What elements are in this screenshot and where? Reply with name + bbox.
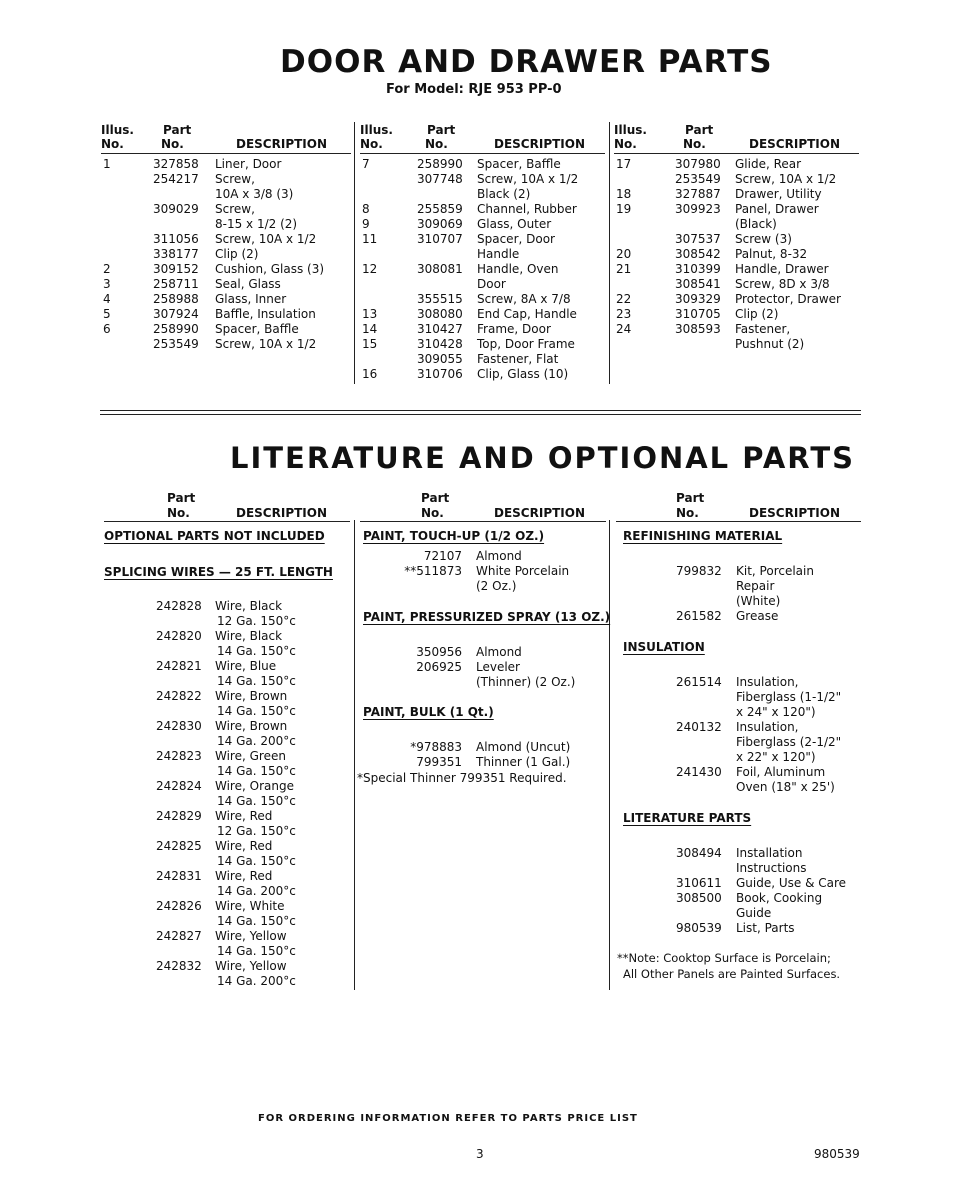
part-description: Almond bbox=[476, 549, 522, 563]
illus-number: 12 bbox=[362, 262, 378, 276]
illus-number: 13 bbox=[362, 307, 378, 321]
part-description: Frame, Door bbox=[477, 322, 551, 336]
part-description: 14 Ga. 150°c bbox=[217, 674, 296, 688]
part-description: Seal, Glass bbox=[215, 277, 281, 291]
part-description: Protector, Drawer bbox=[735, 292, 841, 306]
part-header-no: No. bbox=[425, 137, 448, 151]
part-description: Repair bbox=[736, 579, 775, 593]
part-description: Thinner (1 Gal.) bbox=[476, 755, 571, 769]
part-description: Glass, Outer bbox=[477, 217, 552, 231]
part-number: 258990 bbox=[417, 157, 463, 171]
part-number: 242822 bbox=[156, 689, 202, 703]
illus-header-no: No. bbox=[614, 137, 637, 151]
porcelain-note: **Note: Cooktop Surface is Porcelain; bbox=[617, 951, 831, 965]
part-description: Almond (Uncut) bbox=[476, 740, 571, 754]
description-header: DESCRIPTION bbox=[749, 506, 841, 520]
porcelain-note: All Other Panels are Painted Surfaces. bbox=[623, 967, 841, 981]
part-description: Screw, 10A x 1/2 bbox=[215, 232, 317, 246]
illus-number: 5 bbox=[103, 307, 111, 321]
ordering-note: FOR ORDERING INFORMATION REFER TO PARTS PRICE LIST bbox=[258, 1113, 638, 1124]
part-number: 261514 bbox=[676, 675, 722, 689]
part-header-no: No. bbox=[167, 506, 190, 520]
description-header: DESCRIPTION bbox=[494, 137, 586, 151]
part-header: Part bbox=[685, 123, 714, 137]
part-number: 310399 bbox=[675, 262, 721, 276]
paint-group-heading: PAINT, PRESSURIZED SPRAY (13 OZ.) bbox=[363, 610, 611, 624]
part-number: 240132 bbox=[676, 720, 722, 734]
part-number: 311056 bbox=[153, 232, 199, 246]
part-description: Wire, Brown bbox=[215, 719, 288, 733]
illus-number: 22 bbox=[616, 292, 632, 306]
part-number: 242829 bbox=[156, 809, 202, 823]
part-number: 242830 bbox=[156, 719, 202, 733]
header-rule bbox=[360, 521, 606, 522]
part-number: 308081 bbox=[417, 262, 463, 276]
part-number: 255859 bbox=[417, 202, 463, 216]
illus-number: 1 bbox=[103, 157, 111, 171]
illus-header-no: No. bbox=[101, 137, 124, 151]
illus-number: 19 bbox=[616, 202, 632, 216]
illus-header: Illus. bbox=[360, 123, 393, 137]
part-number: 310611 bbox=[676, 876, 722, 890]
illus-number: 21 bbox=[616, 262, 632, 276]
part-number: 242832 bbox=[156, 959, 202, 973]
part-number: 307924 bbox=[153, 307, 199, 321]
part-description: Screw, 8A x 7/8 bbox=[477, 292, 571, 306]
lit-section-title: LITERATURE AND OPTIONAL PARTS bbox=[230, 441, 855, 475]
part-description: Spacer, Baffle bbox=[215, 322, 299, 336]
part-description: Fiberglass (2-1/2" bbox=[736, 735, 842, 749]
part-description: Spacer, Baffle bbox=[477, 157, 561, 171]
header-rule bbox=[104, 521, 350, 522]
part-number: 309152 bbox=[153, 262, 199, 276]
part-description: Channel, Rubber bbox=[477, 202, 577, 216]
header-rule bbox=[101, 153, 351, 154]
part-description: 12 Ga. 150°c bbox=[217, 824, 296, 838]
part-number: 242824 bbox=[156, 779, 202, 793]
part-description: Foil, Aluminum bbox=[736, 765, 826, 779]
part-number: 206925 bbox=[416, 660, 462, 674]
model-subtitle: For Model: RJE 953 PP-0 bbox=[386, 82, 562, 97]
part-description: Door bbox=[477, 277, 506, 291]
part-description: 14 Ga. 200°c bbox=[217, 884, 296, 898]
part-description: Wire, Black bbox=[215, 599, 283, 613]
paint-group-heading: PAINT, TOUCH-UP (1/2 OZ.) bbox=[363, 529, 545, 543]
part-description: Screw (3) bbox=[735, 232, 792, 246]
part-description: Clip, Glass (10) bbox=[477, 367, 569, 381]
page-number: 3 bbox=[476, 1147, 484, 1161]
part-number: 310428 bbox=[417, 337, 463, 351]
part-description: Wire, Green bbox=[215, 749, 286, 763]
part-description: Screw, bbox=[215, 202, 255, 216]
part-number: 980539 bbox=[676, 921, 722, 935]
part-number: 799351 bbox=[416, 755, 462, 769]
part-number: 309055 bbox=[417, 352, 463, 366]
part-description: Screw, 10A x 1/2 bbox=[215, 337, 317, 351]
part-number: 308542 bbox=[675, 247, 721, 261]
part-number: 308593 bbox=[675, 322, 721, 336]
part-description: Fiberglass (1-1/2" bbox=[736, 690, 842, 704]
part-description: Glass, Inner bbox=[215, 292, 287, 306]
part-description: 14 Ga. 150°c bbox=[217, 944, 296, 958]
header-rule bbox=[614, 153, 859, 154]
illus-number: 15 bbox=[362, 337, 378, 351]
part-description: x 22" x 120") bbox=[736, 750, 816, 764]
illus-number: 16 bbox=[362, 367, 378, 381]
part-number: 253549 bbox=[675, 172, 721, 186]
illus-number: 4 bbox=[103, 292, 111, 306]
part-description: 14 Ga. 150°c bbox=[217, 764, 296, 778]
part-description: 14 Ga. 150°c bbox=[217, 644, 296, 658]
illus-number: 20 bbox=[616, 247, 632, 261]
part-description: Baffle, Insulation bbox=[215, 307, 316, 321]
illus-number: 11 bbox=[362, 232, 378, 246]
part-description: Clip (2) bbox=[215, 247, 259, 261]
section-divider-2 bbox=[100, 414, 861, 415]
part-number: 307537 bbox=[675, 232, 721, 246]
part-description: Grease bbox=[736, 609, 779, 623]
door-col-divider-2 bbox=[609, 122, 610, 384]
part-description: (White) bbox=[736, 594, 781, 608]
part-description: Insulation, bbox=[736, 675, 799, 689]
part-description: Wire, White bbox=[215, 899, 285, 913]
illus-number: 18 bbox=[616, 187, 632, 201]
section-divider bbox=[100, 410, 861, 411]
part-description: Wire, Red bbox=[215, 869, 273, 883]
part-description: Wire, Orange bbox=[215, 779, 294, 793]
part-description: Installation bbox=[736, 846, 803, 860]
part-description: Handle bbox=[477, 247, 520, 261]
part-description: Wire, Red bbox=[215, 839, 273, 853]
material-group-heading: REFINISHING MATERIAL bbox=[623, 529, 783, 543]
part-description: Panel, Drawer bbox=[735, 202, 819, 216]
part-description: 14 Ga. 150°c bbox=[217, 794, 296, 808]
part-number: 327858 bbox=[153, 157, 199, 171]
part-number: 308494 bbox=[676, 846, 722, 860]
illus-number: 9 bbox=[362, 217, 370, 231]
part-number: 308500 bbox=[676, 891, 722, 905]
part-description: Guide bbox=[736, 906, 772, 920]
part-description: (2 Oz.) bbox=[476, 579, 517, 593]
part-number: *978883 bbox=[410, 740, 462, 754]
description-header: DESCRIPTION bbox=[236, 506, 328, 520]
part-description: 8-15 x 1/2 (2) bbox=[215, 217, 298, 231]
part-description: (Thinner) (2 Oz.) bbox=[476, 675, 576, 689]
part-number: 242823 bbox=[156, 749, 202, 763]
part-description: Spacer, Door bbox=[477, 232, 555, 246]
part-description: Wire, Blue bbox=[215, 659, 277, 673]
part-number: 242821 bbox=[156, 659, 202, 673]
material-group-heading: LITERATURE PARTS bbox=[623, 811, 752, 825]
door-col-divider-1 bbox=[354, 122, 355, 384]
part-description: Screw, 10A x 1/2 bbox=[477, 172, 579, 186]
part-number: 327887 bbox=[675, 187, 721, 201]
part-description: End Cap, Handle bbox=[477, 307, 577, 321]
header-rule bbox=[360, 153, 605, 154]
part-description: Insulation, bbox=[736, 720, 799, 734]
part-description: Instructions bbox=[736, 861, 807, 875]
part-description: 12 Ga. 150°c bbox=[217, 614, 296, 628]
part-number: 309069 bbox=[417, 217, 463, 231]
part-number: 350956 bbox=[416, 645, 462, 659]
description-header: DESCRIPTION bbox=[236, 137, 328, 151]
part-header-no: No. bbox=[683, 137, 706, 151]
part-number: 258711 bbox=[153, 277, 199, 291]
part-number: 242827 bbox=[156, 929, 202, 943]
part-description: 14 Ga. 150°c bbox=[217, 914, 296, 928]
part-description: Guide, Use & Care bbox=[736, 876, 847, 890]
material-group-heading: INSULATION bbox=[623, 640, 705, 654]
part-number: 310427 bbox=[417, 322, 463, 336]
part-description: x 24" x 120") bbox=[736, 705, 816, 719]
part-number: 355515 bbox=[417, 292, 463, 306]
part-description: Wire, Black bbox=[215, 629, 283, 643]
part-description: Leveler bbox=[476, 660, 520, 674]
part-number: 309029 bbox=[153, 202, 199, 216]
part-description: Book, Cooking bbox=[736, 891, 823, 905]
part-number: 309923 bbox=[675, 202, 721, 216]
thinner-note: *Special Thinner 799351 Required. bbox=[357, 771, 567, 785]
part-description: Cushion, Glass (3) bbox=[215, 262, 325, 276]
illus-number: 2 bbox=[103, 262, 111, 276]
part-number: 242831 bbox=[156, 869, 202, 883]
part-description: Wire, Brown bbox=[215, 689, 288, 703]
part-description: Pushnut (2) bbox=[735, 337, 805, 351]
part-number: 310705 bbox=[675, 307, 721, 321]
illus-number: 6 bbox=[103, 322, 111, 336]
part-description: Wire, Yellow bbox=[215, 929, 287, 943]
part-number: 242820 bbox=[156, 629, 202, 643]
illus-header-no: No. bbox=[360, 137, 383, 151]
illus-number: 8 bbox=[362, 202, 370, 216]
part-description: Top, Door Frame bbox=[477, 337, 575, 351]
splicing-wires-heading: SPLICING WIRES — 25 FT. LENGTH bbox=[104, 565, 333, 579]
part-number: 310707 bbox=[417, 232, 463, 246]
document-number: 980539 bbox=[814, 1147, 860, 1161]
description-header: DESCRIPTION bbox=[749, 137, 841, 151]
part-number: 258988 bbox=[153, 292, 199, 306]
part-description: (Black) bbox=[735, 217, 777, 231]
part-number: 258990 bbox=[153, 322, 199, 336]
part-description: Liner, Door bbox=[215, 157, 282, 171]
lit-col-divider-1 bbox=[354, 520, 355, 990]
part-description: List, Parts bbox=[736, 921, 795, 935]
illus-number: 7 bbox=[362, 157, 370, 171]
part-header-no: No. bbox=[421, 506, 444, 520]
part-number: 338177 bbox=[153, 247, 199, 261]
part-number: 308541 bbox=[675, 277, 721, 291]
part-header-no: No. bbox=[676, 506, 699, 520]
illus-header: Illus. bbox=[101, 123, 134, 137]
illus-number: 17 bbox=[616, 157, 632, 171]
optional-parts-heading: OPTIONAL PARTS NOT INCLUDED bbox=[104, 529, 325, 543]
lit-col-divider-2 bbox=[609, 520, 610, 990]
part-number: 309329 bbox=[675, 292, 721, 306]
part-description: Glide, Rear bbox=[735, 157, 802, 171]
illus-number: 3 bbox=[103, 277, 111, 291]
part-number: 310706 bbox=[417, 367, 463, 381]
illus-number: 23 bbox=[616, 307, 632, 321]
part-number: 242828 bbox=[156, 599, 202, 613]
part-description: 14 Ga. 200°c bbox=[217, 734, 296, 748]
part-header: Part bbox=[676, 491, 705, 505]
illus-number: 14 bbox=[362, 322, 378, 336]
part-number: 242825 bbox=[156, 839, 202, 853]
part-number: 241430 bbox=[676, 765, 722, 779]
part-description: Kit, Porcelain bbox=[736, 564, 814, 578]
page-title: DOOR AND DRAWER PARTS bbox=[280, 44, 773, 80]
illus-header: Illus. bbox=[614, 123, 647, 137]
part-description: Oven (18" x 25') bbox=[736, 780, 835, 794]
part-header: Part bbox=[421, 491, 450, 505]
description-header: DESCRIPTION bbox=[494, 506, 586, 520]
part-number: 242826 bbox=[156, 899, 202, 913]
part-number: 307980 bbox=[675, 157, 721, 171]
part-header: Part bbox=[427, 123, 456, 137]
part-description: Wire, Red bbox=[215, 809, 273, 823]
part-number: 261582 bbox=[676, 609, 722, 623]
part-description: Screw, 10A x 1/2 bbox=[735, 172, 837, 186]
header-rule bbox=[616, 521, 861, 522]
part-header: Part bbox=[163, 123, 192, 137]
paint-group-heading: PAINT, BULK (1 Qt.) bbox=[363, 705, 494, 719]
part-number: 307748 bbox=[417, 172, 463, 186]
part-header: Part bbox=[167, 491, 196, 505]
part-description: Handle, Oven bbox=[477, 262, 559, 276]
part-description: Palnut, 8-32 bbox=[735, 247, 808, 261]
part-header-no: No. bbox=[161, 137, 184, 151]
part-description: 14 Ga. 200°c bbox=[217, 974, 296, 988]
part-description: White Porcelain bbox=[476, 564, 570, 578]
part-description: 14 Ga. 150°c bbox=[217, 704, 296, 718]
part-number: 253549 bbox=[153, 337, 199, 351]
part-description: Black (2) bbox=[477, 187, 531, 201]
part-description: Fastener, bbox=[735, 322, 791, 336]
part-description: 14 Ga. 150°c bbox=[217, 854, 296, 868]
part-description: Handle, Drawer bbox=[735, 262, 829, 276]
part-description: Fastener, Flat bbox=[477, 352, 559, 366]
part-number: **511873 bbox=[404, 564, 462, 578]
illus-number: 24 bbox=[616, 322, 632, 336]
part-description: Wire, Yellow bbox=[215, 959, 287, 973]
part-description: Screw, bbox=[215, 172, 255, 186]
part-description: 10A x 3/8 (3) bbox=[215, 187, 294, 201]
part-number: 799832 bbox=[676, 564, 722, 578]
part-number: 254217 bbox=[153, 172, 199, 186]
part-description: Almond bbox=[476, 645, 522, 659]
part-number: 72107 bbox=[423, 549, 462, 563]
part-description: Drawer, Utility bbox=[735, 187, 822, 201]
part-number: 308080 bbox=[417, 307, 463, 321]
part-description: Clip (2) bbox=[735, 307, 779, 321]
part-description: Screw, 8D x 3/8 bbox=[735, 277, 830, 291]
